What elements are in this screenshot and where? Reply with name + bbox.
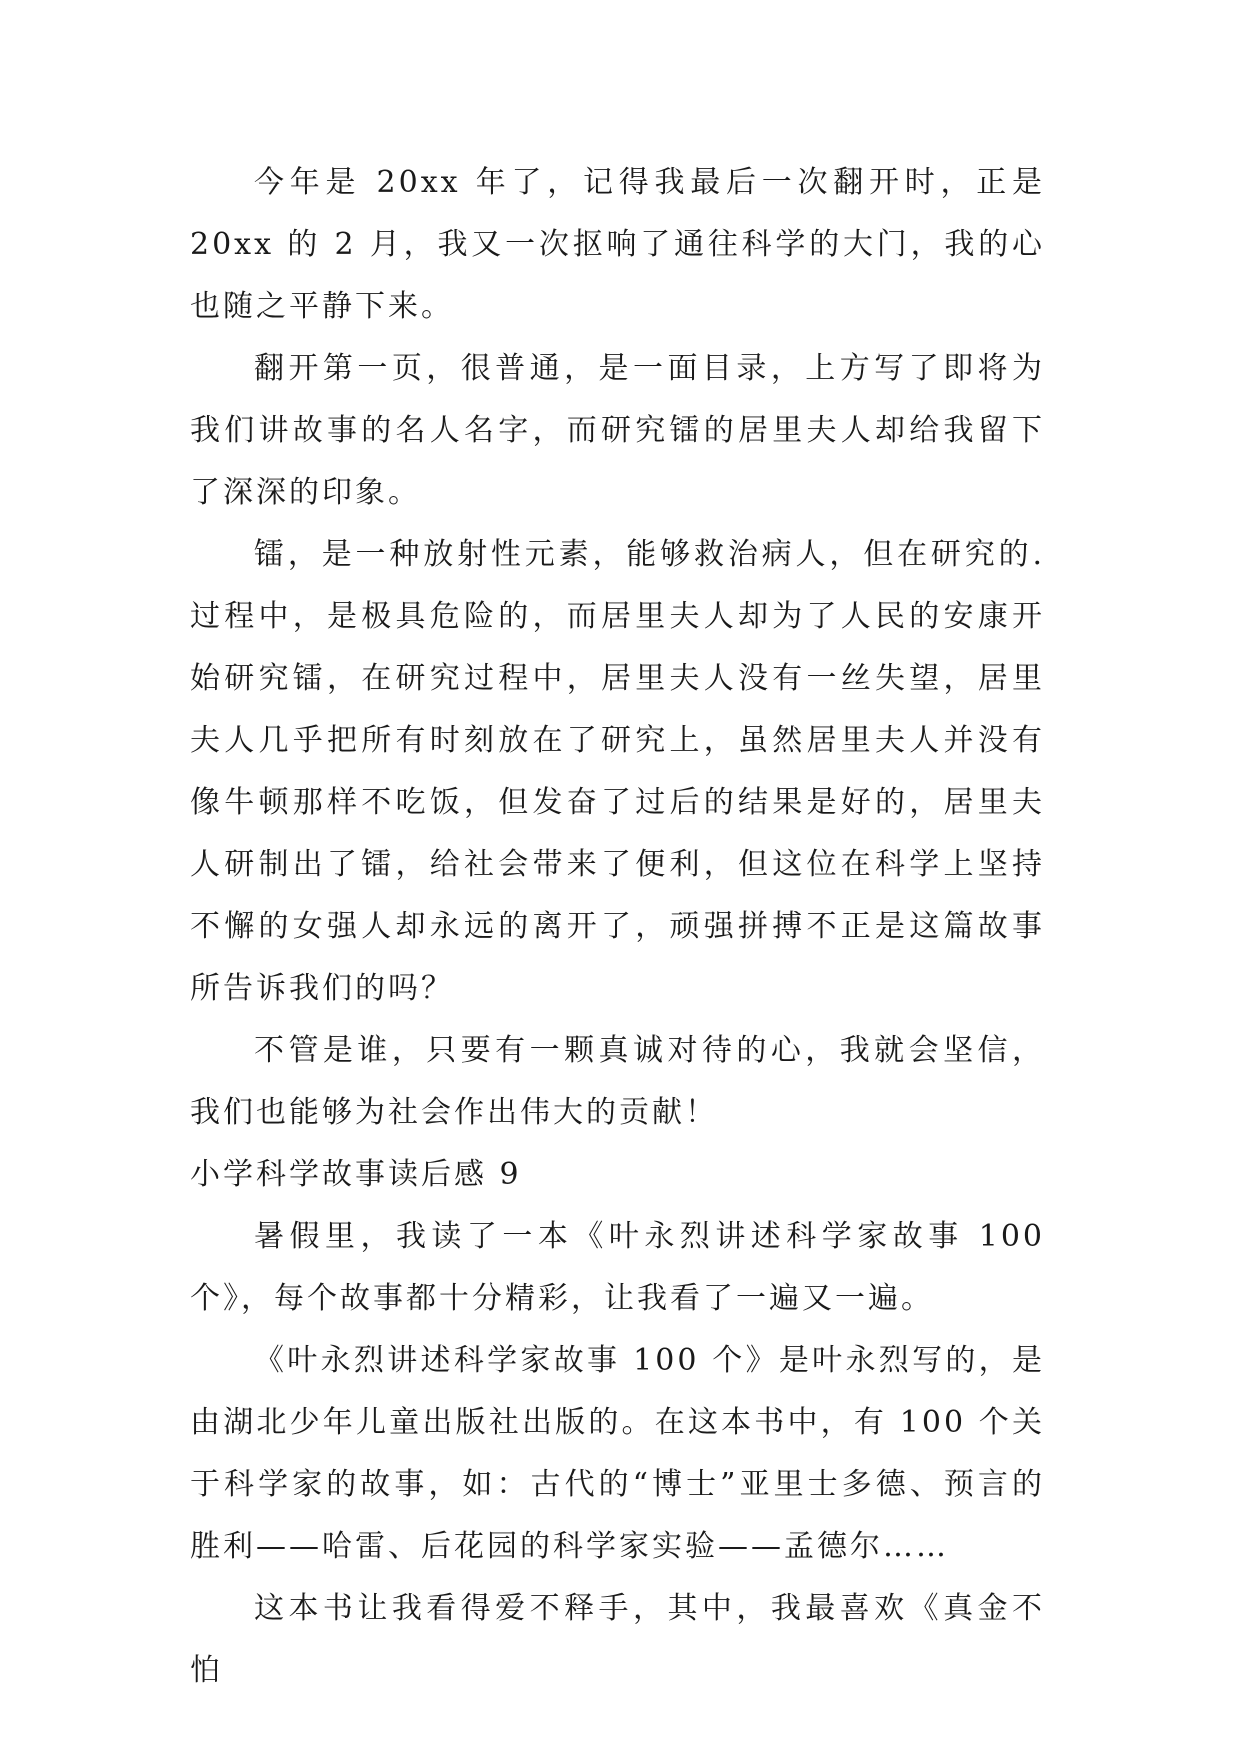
- paragraph: 这本书让我看得爱不释手，其中，我最喜欢《真金不怕: [190, 1591, 1045, 1688]
- section-title: 小学科学故事读后感 9: [190, 1157, 522, 1192]
- paragraph: 翻开第一页，很普通，是一面目录，上方写了即将为我们讲故事的名人名字，而研究镭的居里夫人却给我留下了深深的印象。: [190, 351, 1045, 510]
- paragraph: 今年是 20xx 年了，记得我最后一次翻开时，正是 20xx 的 2 月，我又一次抠响了通往科学的大门，我的心也随之平静下来。: [190, 165, 1045, 324]
- paragraph: 暑假里，我读了一本《叶永烈讲述科学家故事 100 个》，每个故事都十分精彩，让我看了一遍又一遍。: [190, 1219, 1045, 1316]
- paragraph: 镭，是一种放射性元素，能够救治病人，但在研究的.过程中，是极具危险的，而居里夫人却为了人民的安康开始研究镭，在研究过程中，居里夫人没有一丝失望，居里夫人几乎把所有时刻放在了研究上，虽然居里夫人并没有像牛顿那样不吃饭，但发奋了过后的结果是好的，居里夫人研制出了镭，给社会带来了便利，但这位在科学上坚持不懈的女强人却永远的离开了，顽强拼搏不正是这篇故事所告诉我们的吗？: [190, 537, 1045, 1006]
- paragraph: 不管是谁，只要有一颗真诚对待的心，我就会坚信，我们也能够为社会作出伟大的贡献！: [190, 1033, 1045, 1130]
- document-body: [190, 152, 1045, 1702]
- paragraph: 《叶永烈讲述科学家故事 100 个》是叶永烈写的，是由湖北少年儿童出版社出版的。在这本书中，有 100 个关于科学家的故事，如：古代的“博士”亚里士多德、预言的胜利——哈雷、后花园的科学家实验——孟德尔……: [190, 1343, 1045, 1564]
